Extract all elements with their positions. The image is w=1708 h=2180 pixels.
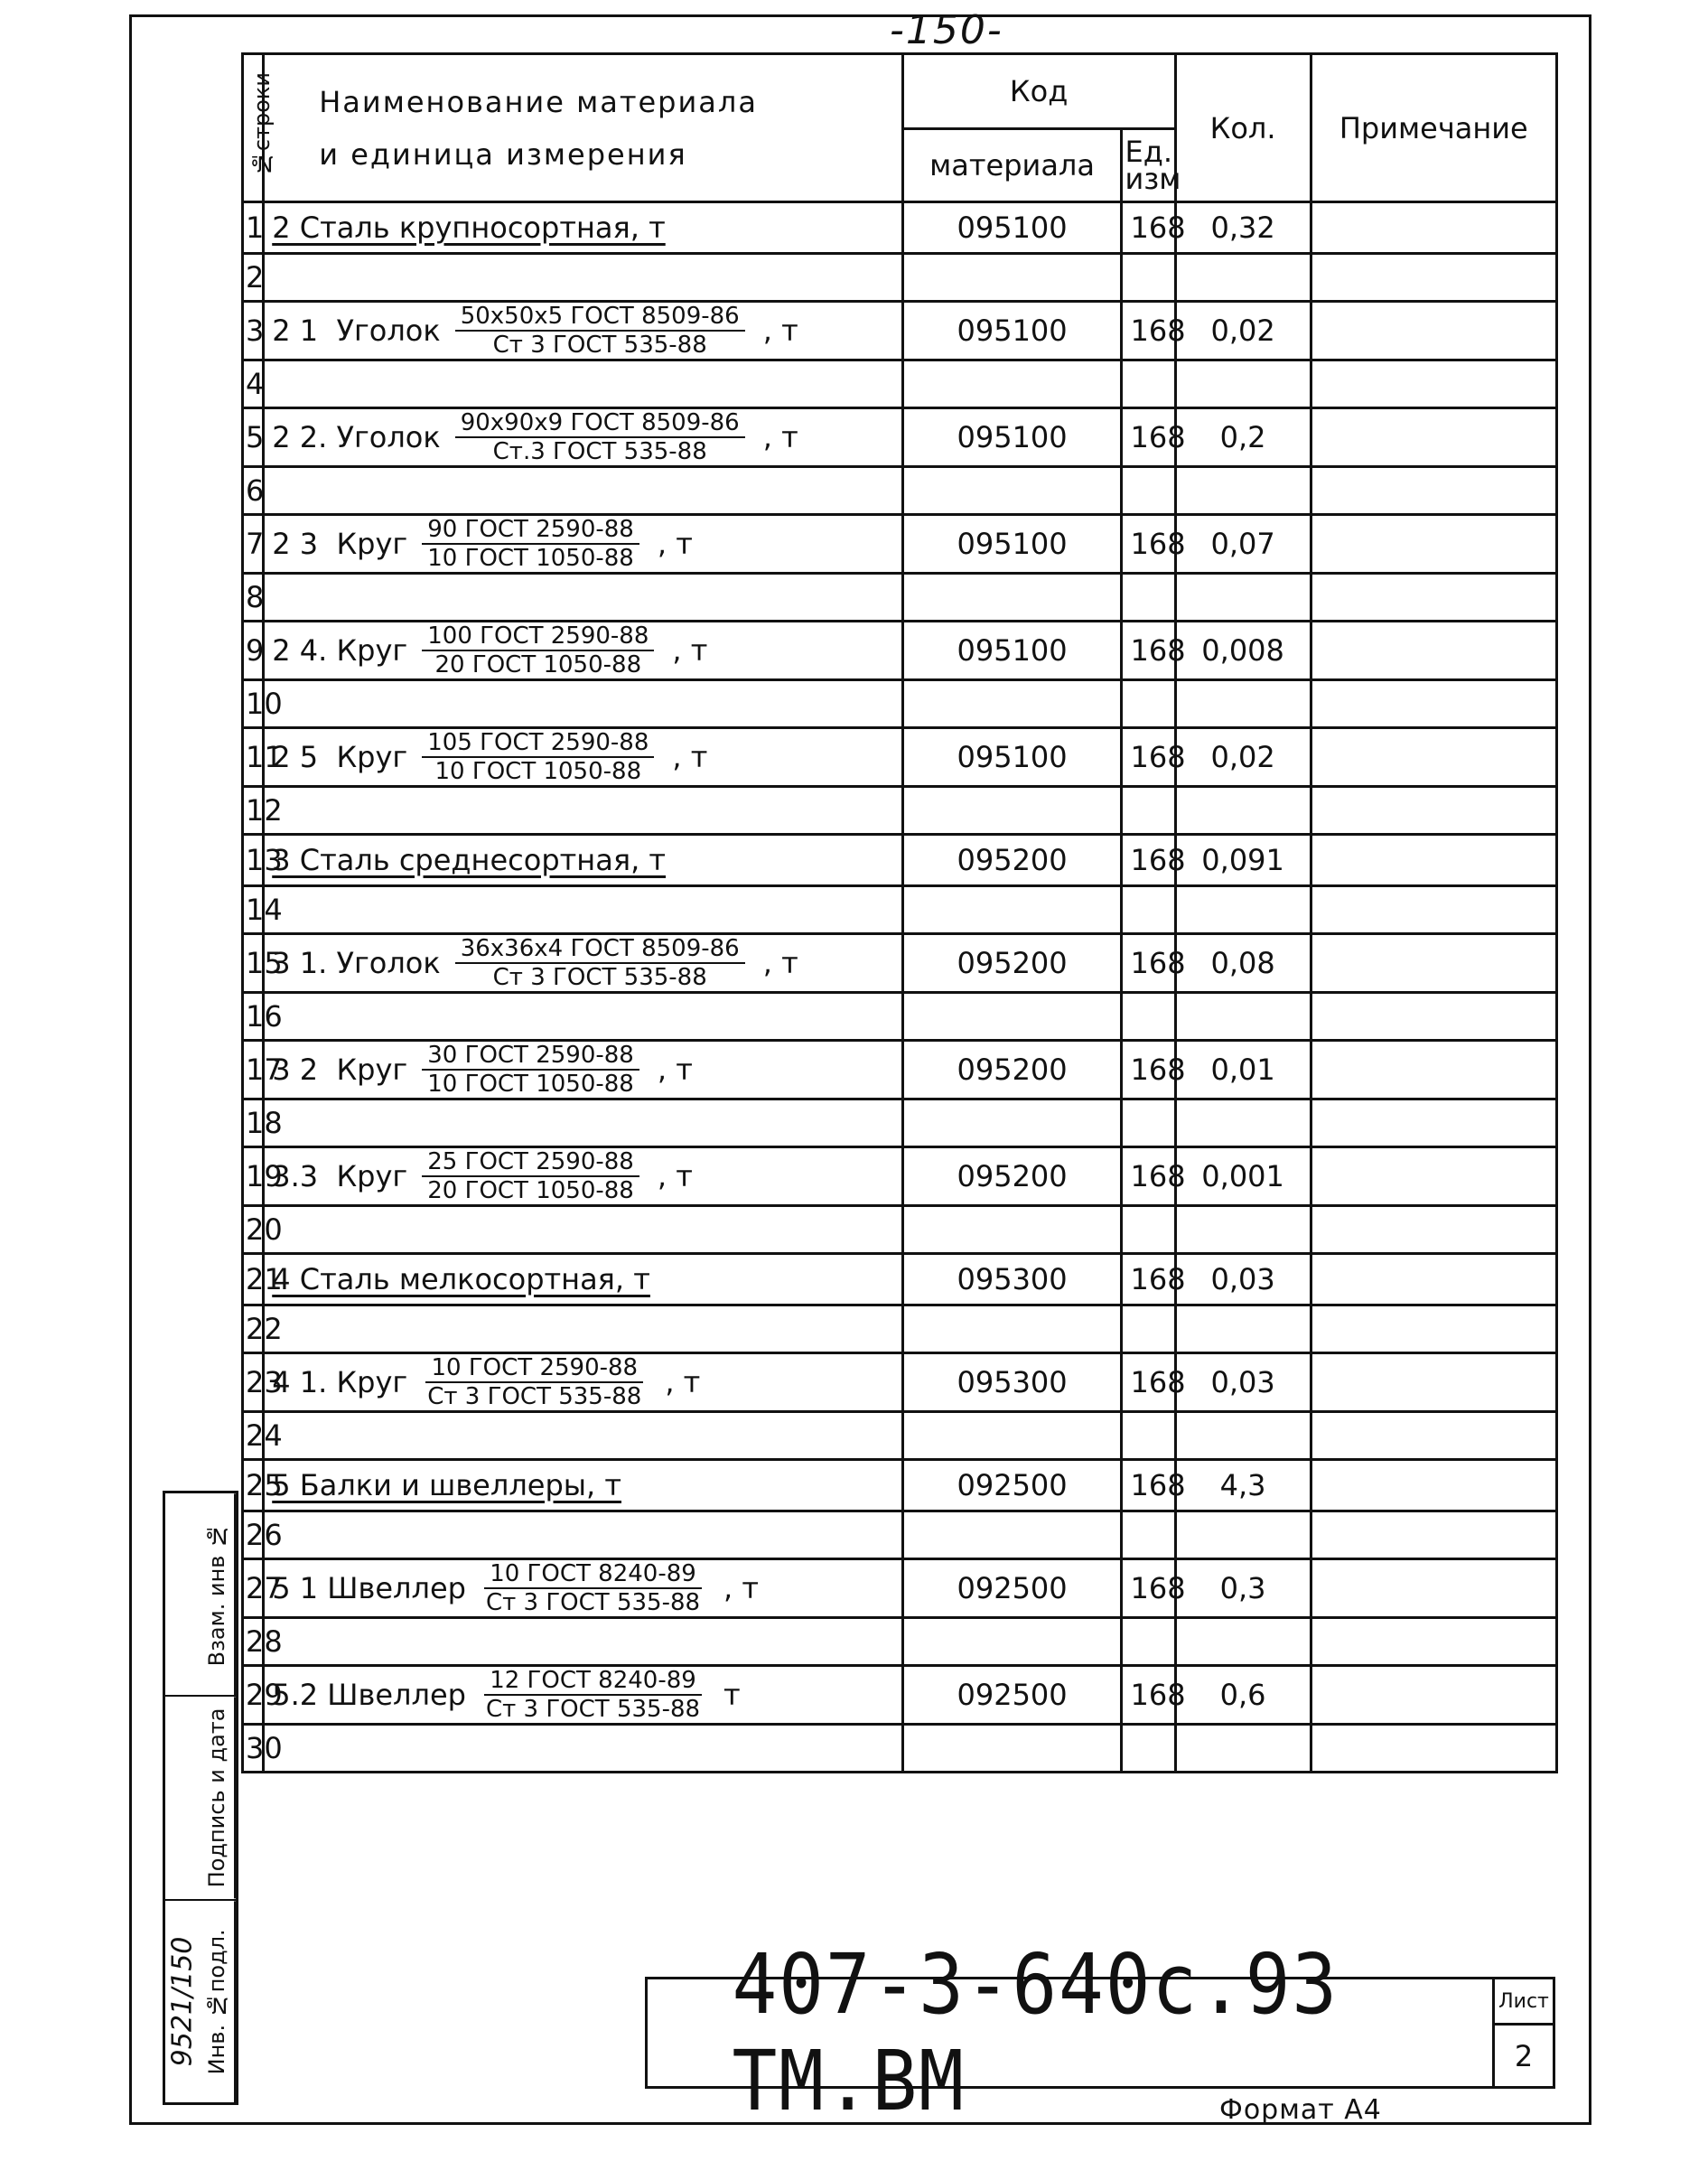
row-quantity xyxy=(1175,787,1311,835)
row-unit-suffix: , т xyxy=(762,420,798,454)
row-material-code: 095100 xyxy=(902,728,1122,787)
row-unit-code: 168 xyxy=(1122,202,1175,254)
row-number: 27 xyxy=(243,1559,264,1618)
row-name-cell xyxy=(264,202,902,254)
row-number: 14 xyxy=(243,886,264,934)
row-unit-suffix: , т xyxy=(657,1053,693,1087)
row-note xyxy=(1311,1618,1556,1666)
header-code-material: материала xyxy=(902,129,1122,202)
row-spec-bottom: Ст.3 ГОСТ 535-88 xyxy=(492,438,707,465)
sheet-box xyxy=(1492,1979,1553,2086)
row-unit-suffix: , т xyxy=(762,313,798,348)
row-quantity xyxy=(1175,1099,1311,1147)
specification-table xyxy=(241,52,1558,1773)
sheet-label: Лист xyxy=(1495,1979,1553,2026)
row-quantity: 0,091 xyxy=(1175,835,1311,886)
table-row xyxy=(243,934,1557,993)
row-name-cell xyxy=(264,1254,902,1305)
row-unit-code xyxy=(1122,1618,1175,1666)
row-quantity xyxy=(1175,1725,1311,1773)
row-material-code xyxy=(902,886,1122,934)
row-material-code xyxy=(902,467,1122,515)
table-row xyxy=(243,835,1557,886)
table-row xyxy=(243,1147,1557,1206)
stamp-signature-value xyxy=(165,1697,200,1898)
row-unit-code: 168 xyxy=(1122,302,1175,360)
document-code: 407-3-640с.93 ТМ.ВМ xyxy=(732,1936,1339,2129)
row-label: 2 3 Круг xyxy=(272,527,408,561)
row-note xyxy=(1311,1666,1556,1725)
row-name-cell xyxy=(264,993,902,1041)
table-row xyxy=(243,1511,1557,1559)
table-row xyxy=(243,302,1557,360)
table-row xyxy=(243,1725,1557,1773)
row-quantity xyxy=(1175,1206,1311,1254)
row-number: 21 xyxy=(243,1254,264,1305)
row-number: 23 xyxy=(243,1353,264,1412)
row-label: 4 Сталь мелкосортная, т xyxy=(272,1262,650,1296)
row-quantity: 0,02 xyxy=(1175,302,1311,360)
stamp-cell-signature xyxy=(165,1695,236,1898)
row-quantity xyxy=(1175,886,1311,934)
row-material-code xyxy=(902,787,1122,835)
row-unit-code xyxy=(1122,467,1175,515)
row-unit-code: 168 xyxy=(1122,835,1175,886)
row-unit-code: 168 xyxy=(1122,1460,1175,1511)
stamp-cell-replacement xyxy=(165,1493,236,1695)
row-number: 30 xyxy=(243,1725,264,1773)
row-name-cell xyxy=(264,1511,902,1559)
row-name-cell xyxy=(264,1460,902,1511)
row-name-cell xyxy=(264,1099,902,1147)
row-unit-code: 168 xyxy=(1122,1353,1175,1412)
row-spec-top: 105 ГОСТ 2590-88 xyxy=(422,729,654,758)
table-row xyxy=(243,1412,1557,1460)
row-name-cell xyxy=(264,835,902,886)
row-unit-suffix: , т xyxy=(762,946,798,980)
row-number: 25 xyxy=(243,1460,264,1511)
row-number: 26 xyxy=(243,1511,264,1559)
table-row xyxy=(243,1041,1557,1099)
row-spec-fraction xyxy=(455,935,745,991)
row-material-code xyxy=(902,254,1122,302)
table-row xyxy=(243,886,1557,934)
row-material-code xyxy=(902,1412,1122,1460)
stamp-replacement-value xyxy=(165,1493,200,1695)
row-spec-top: 25 ГОСТ 2590-88 xyxy=(422,1148,639,1177)
row-note xyxy=(1311,467,1556,515)
row-unit-code: 168 xyxy=(1122,934,1175,993)
row-material-code xyxy=(902,1206,1122,1254)
header-material-name: Наименование материала и единица измерения xyxy=(264,54,902,202)
row-note xyxy=(1311,408,1556,467)
row-spec-fraction xyxy=(481,1560,705,1616)
row-note xyxy=(1311,574,1556,622)
row-material-code: 095100 xyxy=(902,408,1122,467)
row-note xyxy=(1311,1353,1556,1412)
row-material-code: 095300 xyxy=(902,1254,1122,1305)
row-note xyxy=(1311,360,1556,408)
row-label: 3 2 Круг xyxy=(272,1053,408,1087)
row-unit-code: 168 xyxy=(1122,1559,1175,1618)
row-name-cell xyxy=(264,408,902,467)
row-spec-fraction xyxy=(422,516,639,572)
row-material-code: 095300 xyxy=(902,1353,1122,1412)
row-label: 3 1. Уголок xyxy=(272,946,441,980)
row-spec-fraction xyxy=(422,729,654,785)
table-row xyxy=(243,1254,1557,1305)
row-label: 5 1 Швеллер xyxy=(272,1571,466,1605)
row-label: 5.2 Швеллер xyxy=(272,1678,466,1712)
row-name-cell xyxy=(264,680,902,728)
row-quantity xyxy=(1175,680,1311,728)
row-note xyxy=(1311,1460,1556,1511)
row-material-code: 092500 xyxy=(902,1460,1122,1511)
row-spec-top: 100 ГОСТ 2590-88 xyxy=(422,622,654,651)
row-note xyxy=(1311,886,1556,934)
row-spec-bottom: Ст 3 ГОСТ 535-88 xyxy=(492,964,707,991)
row-note xyxy=(1311,1041,1556,1099)
row-spec-bottom: Ст 3 ГОСТ 535-88 xyxy=(485,1589,701,1616)
format-label: Формат А4 xyxy=(1219,2094,1382,2126)
row-quantity: 0,08 xyxy=(1175,934,1311,993)
row-name-cell xyxy=(264,467,902,515)
row-label: 2 2. Уголок xyxy=(272,420,441,454)
header-code-unit: Ед. изм xyxy=(1122,129,1175,202)
row-quantity: 0,008 xyxy=(1175,622,1311,680)
row-spec-fraction xyxy=(422,1354,647,1410)
row-label: 4 1. Круг xyxy=(272,1365,408,1399)
row-unit-code: 168 xyxy=(1122,1147,1175,1206)
table-row xyxy=(243,408,1557,467)
row-name-cell xyxy=(264,886,902,934)
row-spec-fraction xyxy=(422,1042,639,1098)
row-name-cell xyxy=(264,728,902,787)
row-name-cell xyxy=(264,1559,902,1618)
row-number: 17 xyxy=(243,1041,264,1099)
row-material-code xyxy=(902,574,1122,622)
row-note xyxy=(1311,993,1556,1041)
table-row xyxy=(243,622,1557,680)
row-material-code xyxy=(902,1511,1122,1559)
row-unit-code xyxy=(1122,680,1175,728)
row-quantity: 0,03 xyxy=(1175,1353,1311,1412)
row-note xyxy=(1311,934,1556,993)
row-quantity xyxy=(1175,1618,1311,1666)
row-unit-code: 168 xyxy=(1122,728,1175,787)
table-row xyxy=(243,1353,1557,1412)
row-unit-code xyxy=(1122,360,1175,408)
row-spec-fraction xyxy=(481,1667,705,1723)
row-number: 5 xyxy=(243,408,264,467)
table-row xyxy=(243,1618,1557,1666)
table-row xyxy=(243,1305,1557,1353)
row-name-cell xyxy=(264,1041,902,1099)
row-spec-top: 36х36х4 ГОСТ 8509-86 xyxy=(455,935,745,964)
row-unit-code xyxy=(1122,787,1175,835)
row-quantity: 0,07 xyxy=(1175,515,1311,574)
row-note xyxy=(1311,515,1556,574)
stamp-signature-label: Подпись и дата xyxy=(200,1697,236,1898)
stamp-inventory-value: 9521/150 xyxy=(166,1936,199,2067)
row-material-code xyxy=(902,360,1122,408)
row-unit-code: 168 xyxy=(1122,515,1175,574)
row-spec-bottom: Ст 3 ГОСТ 535-88 xyxy=(427,1383,642,1410)
row-unit-code xyxy=(1122,1511,1175,1559)
row-quantity: 0,001 xyxy=(1175,1147,1311,1206)
table-row xyxy=(243,993,1557,1041)
row-label: 5 Балки и швеллеры, т xyxy=(272,1468,622,1502)
header-note: Примечание xyxy=(1311,54,1556,202)
row-note xyxy=(1311,1206,1556,1254)
row-number: 2 xyxy=(243,254,264,302)
row-spec-top: 12 ГОСТ 8240-89 xyxy=(484,1667,702,1696)
row-name-cell xyxy=(264,515,902,574)
row-label: 2 5 Круг xyxy=(272,740,408,774)
row-label: 3 Сталь среднесортная, т xyxy=(272,843,667,877)
row-unit-suffix: , т xyxy=(657,527,693,561)
row-unit-suffix: , т xyxy=(665,1365,701,1399)
table-row xyxy=(243,1099,1557,1147)
row-unit-code: 168 xyxy=(1122,1254,1175,1305)
row-material-code xyxy=(902,1099,1122,1147)
row-note xyxy=(1311,835,1556,886)
row-note xyxy=(1311,622,1556,680)
row-number: 20 xyxy=(243,1206,264,1254)
row-quantity xyxy=(1175,467,1311,515)
row-unit-suffix: , т xyxy=(672,633,708,668)
table-body xyxy=(243,202,1557,1773)
table-row xyxy=(243,467,1557,515)
row-unit-code xyxy=(1122,254,1175,302)
row-spec-bottom: 10 ГОСТ 1050-88 xyxy=(427,545,634,572)
row-number: 28 xyxy=(243,1618,264,1666)
row-name-cell xyxy=(264,574,902,622)
row-name-cell xyxy=(264,1206,902,1254)
row-name-cell xyxy=(264,787,902,835)
table-row xyxy=(243,787,1557,835)
row-note xyxy=(1311,680,1556,728)
row-spec-top: 50x50x5 ГОСТ 8509-86 xyxy=(455,303,745,332)
sheet-number: 2 xyxy=(1514,2038,1534,2073)
row-unit-code: 168 xyxy=(1122,1041,1175,1099)
stamp-cell-inventory xyxy=(165,1899,236,2102)
row-spec-top: 90 ГОСТ 2590-88 xyxy=(422,516,639,545)
row-spec-fraction xyxy=(455,303,745,359)
row-note xyxy=(1311,728,1556,787)
row-material-code: 095100 xyxy=(902,622,1122,680)
row-unit-code xyxy=(1122,574,1175,622)
row-quantity xyxy=(1175,574,1311,622)
stamp-inventory-label: Инв. №подл. xyxy=(200,1901,236,2102)
row-note xyxy=(1311,1305,1556,1353)
row-name-cell xyxy=(264,1666,902,1725)
row-material-code xyxy=(902,1618,1122,1666)
row-quantity: 0,32 xyxy=(1175,202,1311,254)
row-quantity: 0,2 xyxy=(1175,408,1311,467)
row-quantity xyxy=(1175,1412,1311,1460)
row-number: 1 xyxy=(243,202,264,254)
row-name-cell xyxy=(264,1147,902,1206)
row-unit-code xyxy=(1122,886,1175,934)
row-number: 19 xyxy=(243,1147,264,1206)
table-row xyxy=(243,574,1557,622)
row-material-code xyxy=(902,1305,1122,1353)
row-number: 11 xyxy=(243,728,264,787)
row-unit-suffix: , т xyxy=(723,1571,760,1605)
row-quantity: 0,3 xyxy=(1175,1559,1311,1618)
row-name-cell xyxy=(264,1305,902,1353)
row-note xyxy=(1311,1147,1556,1206)
row-material-code xyxy=(902,1725,1122,1773)
row-material-code: 095200 xyxy=(902,1147,1122,1206)
table-row xyxy=(243,1559,1557,1618)
row-material-code xyxy=(902,680,1122,728)
header-code-group: Код xyxy=(902,54,1175,129)
row-name-cell xyxy=(264,1412,902,1460)
row-unit-code: 168 xyxy=(1122,1666,1175,1725)
row-number: 18 xyxy=(243,1099,264,1147)
row-unit-code xyxy=(1122,1099,1175,1147)
row-spec-bottom: 10 ГОСТ 1050-88 xyxy=(427,1071,634,1098)
table-row xyxy=(243,1666,1557,1725)
row-number: 13 xyxy=(243,835,264,886)
row-quantity: 0,02 xyxy=(1175,728,1311,787)
stamp-replacement-label: Взам. инв № xyxy=(200,1493,236,1695)
row-spec-fraction xyxy=(455,409,745,465)
table-row xyxy=(243,680,1557,728)
row-unit-code: 168 xyxy=(1122,408,1175,467)
row-material-code: 095200 xyxy=(902,934,1122,993)
row-number: 7 xyxy=(243,515,264,574)
row-spec-top: 10 ГОСТ 2590-88 xyxy=(425,1354,643,1383)
row-note xyxy=(1311,1559,1556,1618)
row-quantity xyxy=(1175,254,1311,302)
row-note xyxy=(1311,1099,1556,1147)
row-label: 3.3 Круг xyxy=(272,1159,408,1193)
row-number: 3 xyxy=(243,302,264,360)
row-name-cell xyxy=(264,1353,902,1412)
row-quantity: 0,01 xyxy=(1175,1041,1311,1099)
row-number: 10 xyxy=(243,680,264,728)
row-name-cell xyxy=(264,302,902,360)
table-row xyxy=(243,728,1557,787)
row-unit-code xyxy=(1122,993,1175,1041)
row-material-code: 095200 xyxy=(902,835,1122,886)
row-note xyxy=(1311,1412,1556,1460)
row-note xyxy=(1311,302,1556,360)
row-label: 2 1 Уголок xyxy=(272,313,441,348)
row-material-code: 095100 xyxy=(902,515,1122,574)
row-label: 2 4. Круг xyxy=(272,633,408,668)
row-note xyxy=(1311,1254,1556,1305)
row-number: 29 xyxy=(243,1666,264,1725)
table-row xyxy=(243,1460,1557,1511)
row-number: 4 xyxy=(243,360,264,408)
row-name-cell xyxy=(264,1725,902,1773)
row-spec-top: 10 ГОСТ 8240-89 xyxy=(484,1560,702,1589)
row-number: 15 xyxy=(243,934,264,993)
row-note xyxy=(1311,1725,1556,1773)
row-spec-top: 30 ГОСТ 2590-88 xyxy=(422,1042,639,1071)
row-note xyxy=(1311,254,1556,302)
row-name-cell xyxy=(264,934,902,993)
row-number: 12 xyxy=(243,787,264,835)
table-row xyxy=(243,254,1557,302)
table-row xyxy=(243,360,1557,408)
row-label: 2 Сталь крупносортная, т xyxy=(272,211,666,245)
row-spec-bottom: 10 ГОСТ 1050-88 xyxy=(434,758,642,785)
row-quantity: 0,6 xyxy=(1175,1666,1311,1725)
row-number: 16 xyxy=(243,993,264,1041)
row-spec-fraction xyxy=(422,1148,639,1204)
row-material-code: 095100 xyxy=(902,302,1122,360)
row-note xyxy=(1311,202,1556,254)
row-spec-bottom: Ст 3 ГОСТ 535-88 xyxy=(492,332,707,359)
row-quantity: 0,03 xyxy=(1175,1254,1311,1305)
row-spec-bottom: 20 ГОСТ 1050-88 xyxy=(427,1177,634,1204)
row-unit-suffix: т xyxy=(723,1678,741,1712)
header-row-number: №строки xyxy=(243,54,264,202)
row-quantity xyxy=(1175,1511,1311,1559)
row-spec-bottom: 20 ГОСТ 1050-88 xyxy=(434,651,642,678)
row-name-cell xyxy=(264,622,902,680)
table-row xyxy=(243,1206,1557,1254)
row-quantity: 4,3 xyxy=(1175,1460,1311,1511)
row-name-cell xyxy=(264,1618,902,1666)
row-unit-code: 168 xyxy=(1122,622,1175,680)
row-spec-bottom: Ст 3 ГОСТ 535-88 xyxy=(485,1696,701,1723)
row-material-code: 095200 xyxy=(902,1041,1122,1099)
row-number: 24 xyxy=(243,1412,264,1460)
row-unit-suffix: , т xyxy=(657,1159,693,1193)
row-unit-code xyxy=(1122,1412,1175,1460)
row-quantity xyxy=(1175,360,1311,408)
row-material-code xyxy=(902,993,1122,1041)
table-row xyxy=(243,515,1557,574)
row-number: 9 xyxy=(243,622,264,680)
row-spec-top: 90х90х9 ГОСТ 8509-86 xyxy=(455,409,745,438)
row-material-code: 092500 xyxy=(902,1666,1122,1725)
row-quantity xyxy=(1175,993,1311,1041)
row-material-code: 095100 xyxy=(902,202,1122,254)
row-number: 6 xyxy=(243,467,264,515)
table-row xyxy=(243,202,1557,254)
row-material-code: 092500 xyxy=(902,1559,1122,1618)
header-quantity: Кол. xyxy=(1175,54,1311,202)
page-number: -150- xyxy=(890,7,1003,53)
row-quantity xyxy=(1175,1305,1311,1353)
row-note xyxy=(1311,1511,1556,1559)
row-name-cell xyxy=(264,254,902,302)
row-unit-code xyxy=(1122,1725,1175,1773)
row-number: 8 xyxy=(243,574,264,622)
row-name-cell xyxy=(264,360,902,408)
row-unit-code xyxy=(1122,1206,1175,1254)
side-stamp xyxy=(163,1491,238,2105)
row-unit-code xyxy=(1122,1305,1175,1353)
row-spec-fraction xyxy=(422,622,654,678)
row-number: 22 xyxy=(243,1305,264,1353)
row-note xyxy=(1311,787,1556,835)
row-unit-suffix: , т xyxy=(672,740,708,774)
